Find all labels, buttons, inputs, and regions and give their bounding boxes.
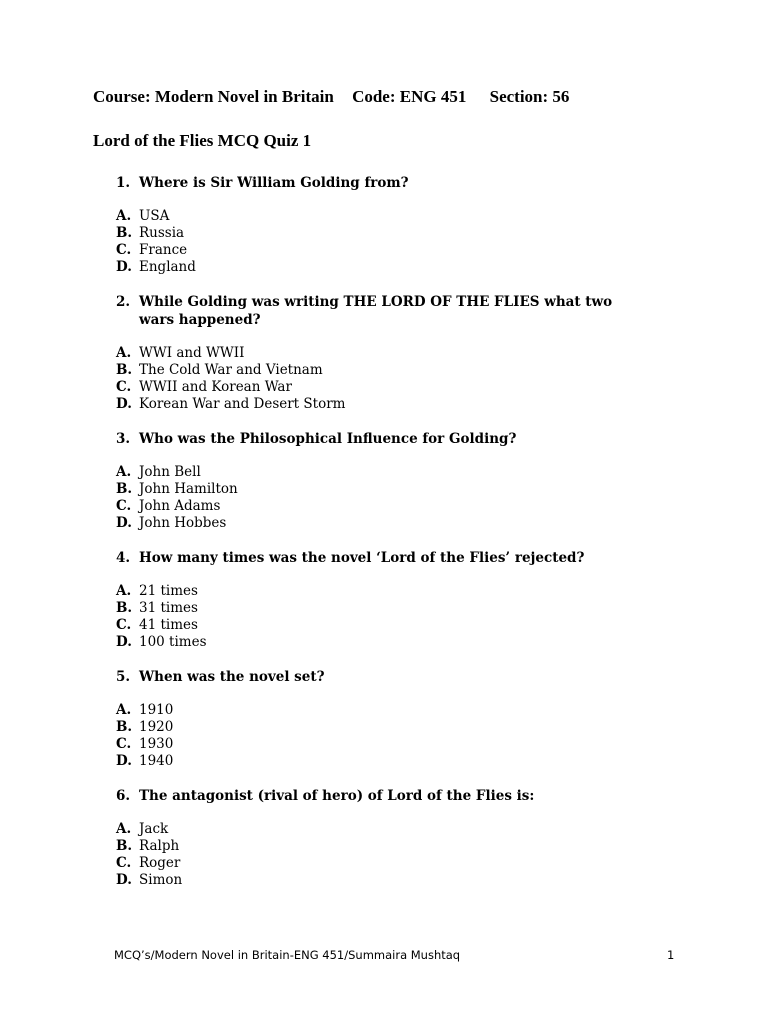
- question-6: [116, 787, 636, 889]
- option-text: 100 times: [139, 634, 207, 650]
- option-a: [116, 345, 636, 362]
- option-text: 31 times: [139, 600, 198, 616]
- option-letter: D.: [116, 634, 132, 650]
- option-letter: C.: [116, 498, 132, 514]
- option-text: WWI and WWII: [139, 345, 245, 361]
- question-text: Where is Sir William Golding from?: [139, 175, 409, 191]
- question-number: 2.: [116, 294, 131, 310]
- option-letter: B.: [116, 600, 133, 616]
- option-b: [116, 225, 636, 242]
- option-c: [116, 855, 636, 872]
- option-c: [116, 242, 636, 259]
- option-letter: B.: [116, 838, 133, 854]
- option-letter: B.: [116, 719, 133, 735]
- quiz-title: Lord of the Flies MCQ Quiz 1: [93, 131, 312, 150]
- option-letter: B.: [116, 225, 133, 241]
- option-text: USA: [139, 208, 170, 224]
- course-code: Code: ENG 451: [352, 87, 467, 106]
- option-text: Roger: [139, 855, 181, 871]
- option-list: [116, 583, 636, 651]
- option-text: 41 times: [139, 617, 198, 633]
- option-c: [116, 379, 636, 396]
- question-number: 5.: [116, 669, 131, 685]
- option-d: [116, 753, 636, 770]
- footer-text: MCQ’s/Modern Novel in Britain-ENG 451/Summaira Mushtaq: [114, 948, 461, 962]
- question-text: Who was the Philosophical Influence for Golding?: [139, 431, 517, 447]
- option-b: [116, 362, 636, 379]
- option-text: 1940: [139, 753, 174, 769]
- option-b: [116, 481, 636, 498]
- question-text-row: [116, 549, 636, 567]
- option-text: The Cold War and Vietnam: [139, 362, 323, 378]
- option-letter: A.: [116, 208, 132, 224]
- option-letter: C.: [116, 242, 132, 258]
- option-d: [116, 634, 636, 651]
- option-list: [116, 702, 636, 770]
- option-list: [116, 821, 636, 889]
- page-number: 1: [667, 948, 675, 962]
- option-text: Korean War and Desert Storm: [139, 396, 346, 412]
- option-letter: A.: [116, 583, 132, 599]
- option-b: [116, 838, 636, 855]
- option-d: [116, 396, 636, 413]
- option-c: [116, 736, 636, 753]
- question-3: [116, 430, 636, 532]
- option-d: [116, 515, 636, 532]
- option-text: John Hobbes: [139, 515, 227, 531]
- option-text: 21 times: [139, 583, 198, 599]
- question-number: 1.: [116, 175, 131, 191]
- question-4: [116, 549, 636, 651]
- option-text: Russia: [139, 225, 185, 241]
- option-text: Ralph: [139, 838, 180, 854]
- option-text: John Hamilton: [139, 481, 238, 497]
- option-text: 1930: [139, 736, 174, 752]
- option-list: [116, 345, 636, 413]
- question-text-row: [116, 430, 636, 448]
- option-letter: A.: [116, 821, 132, 837]
- option-text: Simon: [139, 872, 183, 888]
- question-text: The antagonist (rival of hero) of Lord of the Flies is:: [139, 788, 535, 804]
- option-b: [116, 600, 636, 617]
- option-c: [116, 498, 636, 515]
- option-a: [116, 208, 636, 225]
- option-d: [116, 872, 636, 889]
- option-letter: A.: [116, 702, 132, 718]
- question-number: 3.: [116, 431, 131, 447]
- option-letter: A.: [116, 345, 132, 361]
- option-letter: B.: [116, 481, 133, 497]
- option-letter: C.: [116, 617, 132, 633]
- option-text: John Adams: [139, 498, 221, 514]
- option-d: [116, 259, 636, 276]
- option-letter: D.: [116, 259, 132, 275]
- option-text: 1920: [139, 719, 174, 735]
- option-c: [116, 617, 636, 634]
- option-text: 1910: [139, 702, 174, 718]
- option-letter: D.: [116, 396, 132, 412]
- option-letter: D.: [116, 515, 132, 531]
- question-text: While Golding was writing THE LORD OF THE FLIES what two wars happened?: [139, 294, 613, 328]
- option-text: France: [139, 242, 188, 258]
- option-list: [116, 464, 636, 532]
- option-letter: D.: [116, 753, 132, 769]
- option-letter: C.: [116, 736, 132, 752]
- question-text-row: [116, 787, 636, 805]
- question-5: [116, 668, 636, 770]
- option-b: [116, 719, 636, 736]
- option-list: [116, 208, 636, 276]
- option-a: [116, 583, 636, 600]
- option-letter: D.: [116, 872, 132, 888]
- question-text-row: [116, 174, 636, 192]
- option-letter: A.: [116, 464, 132, 480]
- option-a: [116, 702, 636, 719]
- question-text-row: [116, 668, 636, 686]
- question-2: [116, 293, 636, 413]
- question-text-row: [116, 293, 636, 329]
- question-text: When was the novel set?: [139, 669, 325, 685]
- option-letter: B.: [116, 362, 133, 378]
- course-section: Section: 56: [489, 87, 570, 106]
- option-letter: C.: [116, 379, 132, 395]
- option-text: England: [139, 259, 196, 275]
- option-text: WWII and Korean War: [139, 379, 292, 395]
- course-name: Course: Modern Novel in Britain: [93, 87, 334, 106]
- course-header: [93, 87, 569, 107]
- question-number: 4.: [116, 550, 131, 566]
- option-text: Jack: [139, 821, 169, 837]
- question-text: How many times was the novel ‘Lord of the Flies’ rejected?: [139, 550, 585, 566]
- option-a: [116, 821, 636, 838]
- question-1: [116, 174, 636, 276]
- option-a: [116, 464, 636, 481]
- option-letter: C.: [116, 855, 132, 871]
- question-number: 6.: [116, 788, 131, 804]
- option-text: John Bell: [139, 464, 201, 480]
